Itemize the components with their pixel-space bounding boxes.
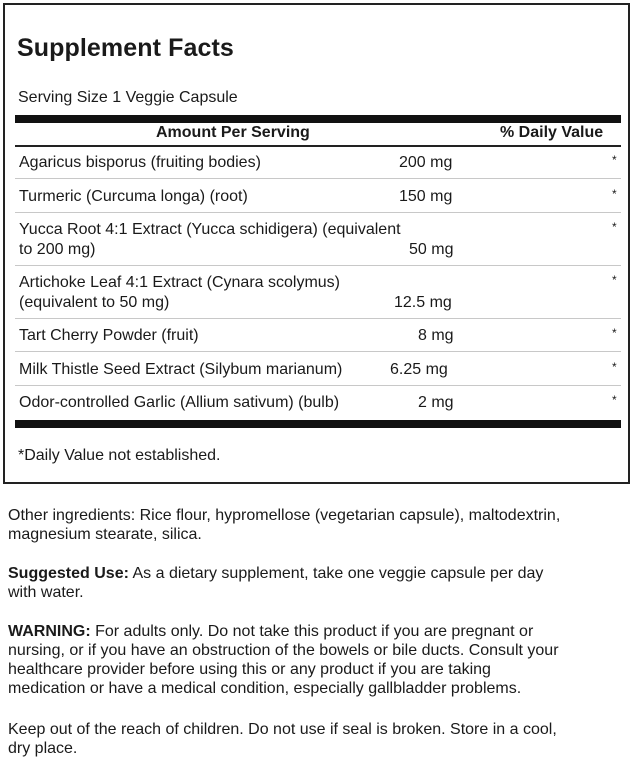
warning-line: healthcare provider before using this or any product if you are taking: [8, 661, 491, 678]
ingredient-amount: 200 mg: [399, 154, 453, 171]
ingredient-name-continued: (equivalent to 50 mg): [19, 294, 170, 311]
suggested-use: [8, 564, 633, 602]
row-divider: [15, 265, 621, 266]
row-divider: [15, 318, 621, 319]
storage-line: dry place.: [8, 740, 78, 757]
suggested-use-line: with water.: [8, 584, 84, 601]
ingredient-amount: 150 mg: [399, 188, 453, 205]
other-ingredients-line: Other ingredients: Rice flour, hypromellose (vegetarian capsule), maltodextrin,: [8, 507, 561, 524]
warning-label: WARNING:: [8, 623, 91, 640]
warning-text: For adults only. Do not take this product if you are pregnant or: [90, 623, 534, 640]
warning-line: nursing, or if you have an obstruction of the bowels or bile ducts. Consult your: [8, 642, 559, 659]
ingredient-name: Turmeric (Curcuma longa) (root): [19, 188, 248, 205]
suggested-use-label: Suggested Use:: [8, 565, 129, 582]
row-divider: [15, 212, 621, 213]
ingredient-name: Artichoke Leaf 4:1 Extract (Cynara scolymus): [19, 274, 341, 291]
daily-value-footnote: *Daily Value not established.: [18, 447, 221, 464]
row-divider: [15, 351, 621, 352]
facts-title: Supplement Facts: [17, 34, 234, 62]
ingredient-daily-value: *: [612, 187, 617, 201]
ingredient-amount: 12.5 mg: [394, 294, 452, 311]
header-divider: [15, 145, 621, 147]
ingredient-daily-value: *: [612, 393, 617, 407]
storage-line: Keep out of the reach of children. Do not use if seal is broken. Store in a cool,: [8, 721, 557, 738]
serving-size: Serving Size 1 Veggie Capsule: [18, 89, 238, 106]
thick-divider-top: [15, 115, 621, 123]
ingredient-daily-value: *: [612, 273, 617, 287]
warning-line: medication or have a medical condition, especially gallbladder problems.: [8, 680, 522, 697]
warning: [8, 622, 633, 698]
ingredient-daily-value: *: [612, 326, 617, 340]
warning-line: [8, 622, 633, 641]
ingredient-daily-value: *: [612, 153, 617, 167]
ingredient-name: Agaricus bisporus (fruiting bodies): [19, 154, 261, 171]
thick-divider-bottom: [15, 420, 621, 428]
suggested-use-text: As a dietary supplement, take one veggie capsule per day: [128, 565, 544, 582]
row-divider: [15, 385, 621, 386]
ingredient-name: Odor-controlled Garlic (Allium sativum) (bulb): [19, 394, 340, 411]
ingredient-name: Yucca Root 4:1 Extract (Yucca schidigera) (equivalent: [19, 221, 401, 238]
row-divider: [15, 178, 621, 179]
other-ingredients: [8, 506, 633, 544]
ingredient-name: Milk Thistle Seed Extract (Silybum marianum): [19, 361, 343, 378]
header-daily-value: % Daily Value: [500, 124, 604, 141]
ingredient-name-continued: to 200 mg): [19, 241, 96, 258]
ingredient-daily-value: *: [612, 360, 617, 374]
ingredient-amount: 8 mg: [418, 327, 454, 344]
ingredient-daily-value: *: [612, 220, 617, 234]
header-amount-per-serving: Amount Per Serving: [156, 124, 310, 141]
storage-instructions: [8, 720, 633, 758]
ingredient-name: Tart Cherry Powder (fruit): [19, 327, 199, 344]
suggested-use-line: [8, 564, 633, 583]
other-ingredients-line: magnesium stearate, silica.: [8, 526, 202, 543]
ingredient-amount: 2 mg: [418, 394, 454, 411]
ingredient-amount: 6.25 mg: [390, 361, 448, 378]
ingredient-amount: 50 mg: [409, 241, 454, 258]
